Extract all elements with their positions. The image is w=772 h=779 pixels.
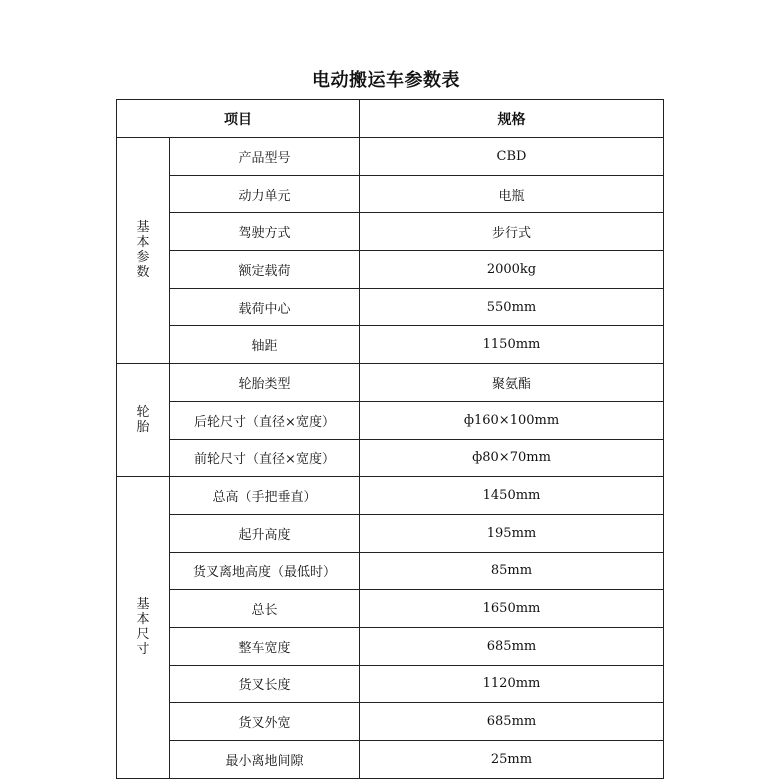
item-cell: 动力单元 — [170, 175, 360, 213]
value-cell: 85mm — [360, 552, 664, 590]
item-cell: 起升高度 — [170, 514, 360, 552]
header-spec: 规格 — [360, 100, 664, 138]
table-row — [117, 514, 664, 552]
page-title: 电动搬运车参数表 — [312, 70, 460, 91]
item-cell: 驾驶方式 — [170, 213, 360, 251]
item-cell: 前轮尺寸（直径×宽度） — [170, 439, 360, 477]
table-row — [117, 213, 664, 251]
table-row — [117, 251, 664, 289]
group-label-text: 轮胎 — [136, 404, 150, 435]
table-row — [117, 364, 664, 402]
value-cell: 550mm — [360, 288, 664, 326]
table-row — [117, 703, 664, 741]
value-cell: CBD — [360, 138, 664, 176]
value-cell: 步行式 — [360, 213, 664, 251]
group-label-basic-params — [117, 138, 170, 364]
table-row — [117, 175, 664, 213]
table-row — [117, 741, 664, 779]
table-row — [117, 401, 664, 439]
spec-table — [116, 99, 664, 779]
item-cell: 总长 — [170, 590, 360, 628]
value-cell: 聚氨酯 — [360, 364, 664, 402]
table-row — [117, 439, 664, 477]
item-cell: 货叉长度 — [170, 665, 360, 703]
group-label-text: 基本尺寸 — [136, 596, 150, 657]
table-row — [117, 288, 664, 326]
table-row — [117, 552, 664, 590]
value-cell: 1450mm — [360, 477, 664, 515]
header-row — [117, 100, 664, 138]
value-cell: 25mm — [360, 741, 664, 779]
item-cell: 载荷中心 — [170, 288, 360, 326]
table-row — [117, 590, 664, 628]
value-cell: ф80×70mm — [360, 439, 664, 477]
value-cell: 1150mm — [360, 326, 664, 364]
group-label-tires — [117, 364, 170, 477]
item-cell: 额定载荷 — [170, 251, 360, 289]
table-row — [117, 627, 664, 665]
item-cell: 轮胎类型 — [170, 364, 360, 402]
item-cell: 整车宽度 — [170, 627, 360, 665]
item-cell: 后轮尺寸（直径×宽度） — [170, 401, 360, 439]
table-row — [117, 326, 664, 364]
value-cell: ф160×100mm — [360, 401, 664, 439]
value-cell: 685mm — [360, 627, 664, 665]
table-row — [117, 477, 664, 515]
value-cell: 2000kg — [360, 251, 664, 289]
value-cell: 1120mm — [360, 665, 664, 703]
group-label-basic-dimensions — [117, 477, 170, 779]
table-row — [117, 665, 664, 703]
value-cell: 电瓶 — [360, 175, 664, 213]
table-row — [117, 138, 664, 176]
value-cell: 685mm — [360, 703, 664, 741]
item-cell: 产品型号 — [170, 138, 360, 176]
group-label-text: 基本参数 — [136, 220, 150, 281]
value-cell: 1650mm — [360, 590, 664, 628]
item-cell: 最小离地间隙 — [170, 741, 360, 779]
value-cell: 195mm — [360, 514, 664, 552]
item-cell: 货叉离地高度（最低时） — [170, 552, 360, 590]
item-cell: 货叉外宽 — [170, 703, 360, 741]
item-cell: 总高（手把垂直） — [170, 477, 360, 515]
header-item: 项目 — [117, 100, 360, 138]
item-cell: 轴距 — [170, 326, 360, 364]
